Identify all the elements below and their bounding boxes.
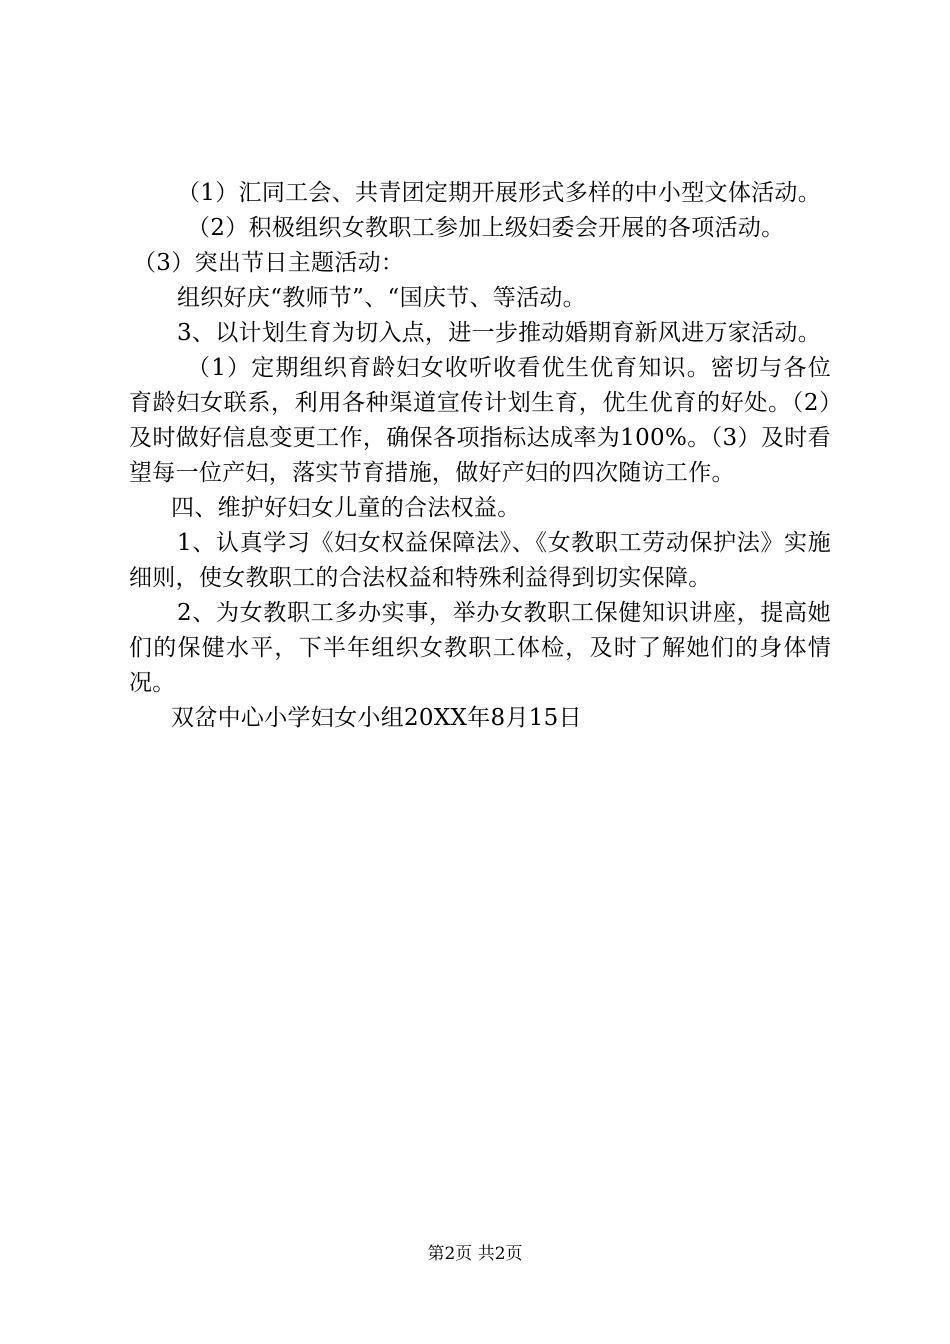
document-body xyxy=(129,176,831,736)
page-number-footer: 第2页 共2页 xyxy=(427,1244,523,1264)
paragraph-rights-1: 1、认真学习《妇女权益保障法》、《女教职工劳动保护法》实施细则，使女教职工的合法权益和特殊利益得到切实保障。 xyxy=(129,530,831,591)
paragraph-activities-1: （1）汇同工会、共青团定期开展形式多样的中小型文体活动。 xyxy=(177,180,822,206)
paragraph-family-planning-details: （1）定期组织育龄妇女收听收看优生优育知识。密切与各位育龄妇女联系，利用各种渠道宣传计划生育，优生优育的好处。（2）及时做好信息变更工作，确保各项指标达成率为100%。（3）及时看望每一位产妇，落实节育措施，做好产妇的四次随访工作。 xyxy=(129,355,831,486)
paragraph-family-planning-heading: 3、以计划生育为切入点，进一步推动婚期育新风进万家活动。 xyxy=(177,320,822,346)
signature-line: 双岔中心小学妇女小组20XX年8月15日 xyxy=(171,705,582,731)
section-heading-rights: 四、维护好妇女儿童的合法权益。 xyxy=(171,495,521,521)
paragraph-activities-2: （2）积极组织女教职工参加上级妇委会开展的各项活动。 xyxy=(187,215,785,241)
paragraph-activities-3: （3）突出节日主题活动： xyxy=(133,250,405,276)
paragraph-rights-2: 2、为女教职工多办实事，举办女教职工保健知识讲座，提高她们的保健水平，下半年组织女教职工体检，及时了解她们的身体情况。 xyxy=(129,600,831,696)
paragraph-festival-activities: 组织好庆“教师节”、“国庆节、等活动。 xyxy=(177,285,586,311)
